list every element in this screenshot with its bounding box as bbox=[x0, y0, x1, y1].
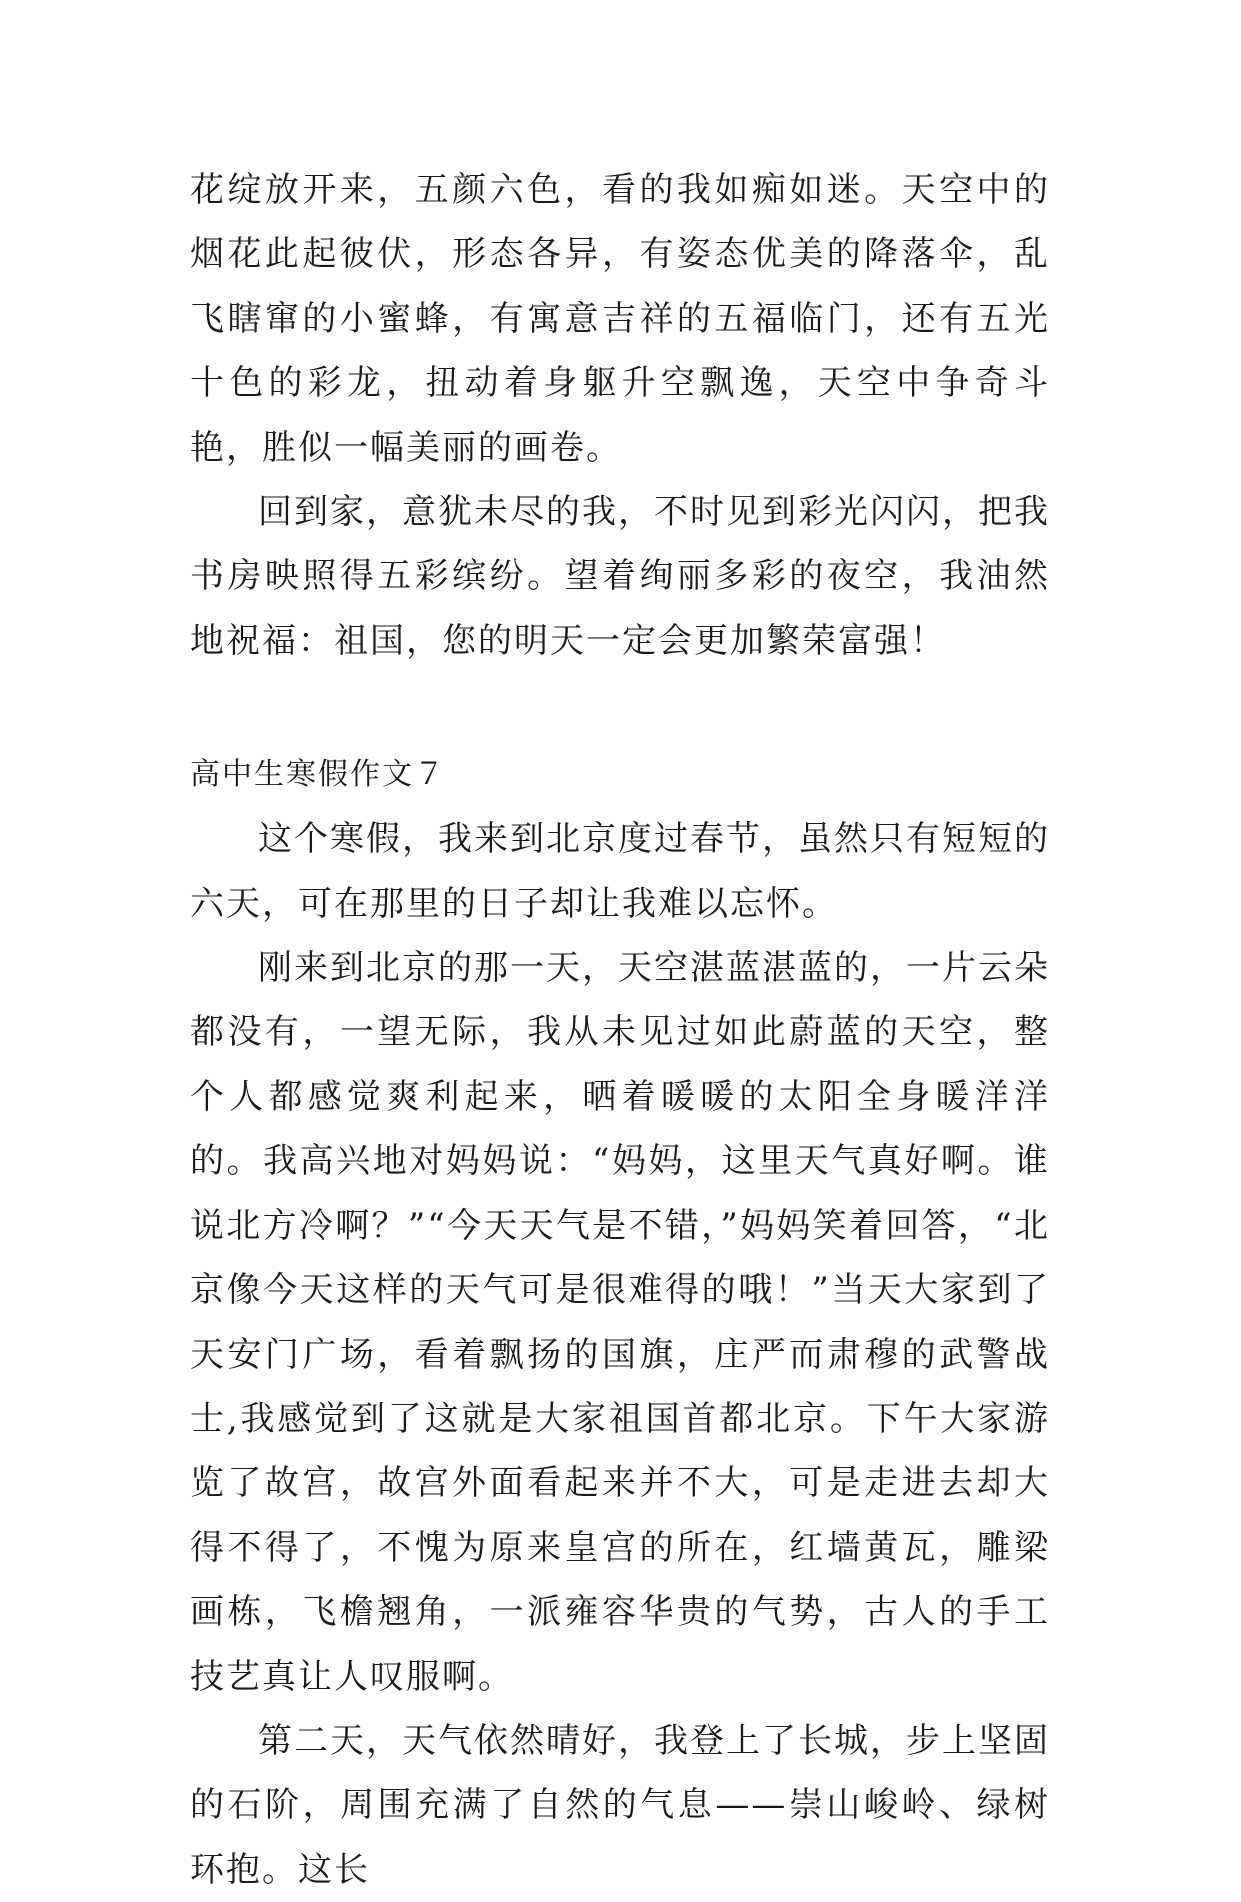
paragraph-day-two: 第二天，天气依然晴好，我登上了长城，步上坚固的石阶，周围充满了自然的气息——崇山峻岭、绿树环抱。这长 bbox=[190, 1720, 1050, 1890]
paragraph-fireworks: 花绽放开来，五颜六色，看的我如痴如迷。天空中的烟花此起彼伏，形态各异，有姿态优美的降落伞，乱飞瞎窜的小蜜蜂，有寓意吉祥的五福临门，还有五光十色的彩龙，扭动着身躯升空飘逸，天空中争奇斗艳，胜似一幅美丽的画卷。 bbox=[190, 170, 1050, 468]
paragraph-day-one: 刚来到北京的那一天，天空湛蓝湛蓝的，一片云朵都没有，一望无际，我从未见过如此蔚蓝的天空，整个人都感觉爽利起来，晒着暖暖的太阳全身暖洋洋的。我高兴地对妈妈说：“妈妈，这里天气真好啊。谁说北方冷啊？”“今天天气是不错，”妈妈笑着回答，“北京像今天这样的天气可是很难得的哦！”当天大家到了天安门广场，看着飘扬的国旗，庄严而肃穆的武警战士,我感觉到了这就是大家祖国首都北京。下午大家游览了故宫，故宫外面看起来并不大，可是走进去却大得不得了，不愧为原来皇宫的所在，红墙黄瓦，雕梁画栋，飞檐翘角，一派雍容华贵的气势，古人的手工技艺真让人叹服啊。 bbox=[190, 948, 1050, 1697]
paragraph-home: 回到家，意犹未尽的我，不时见到彩光闪闪，把我书房映照得五彩缤纷。望着绚丽多彩的夜空，我油然地祝福：祖国，您的明天一定会更加繁荣富强！ bbox=[190, 492, 1050, 661]
paragraph-intro: 这个寒假，我来到北京度过春节，虽然只有短短的六天，可在那里的日子却让我难以忘怀。 bbox=[190, 819, 1050, 924]
document-body bbox=[190, 158, 1050, 1902]
section-title: 高中生寒假作文７ bbox=[190, 757, 446, 793]
section-spacer bbox=[190, 673, 1050, 743]
